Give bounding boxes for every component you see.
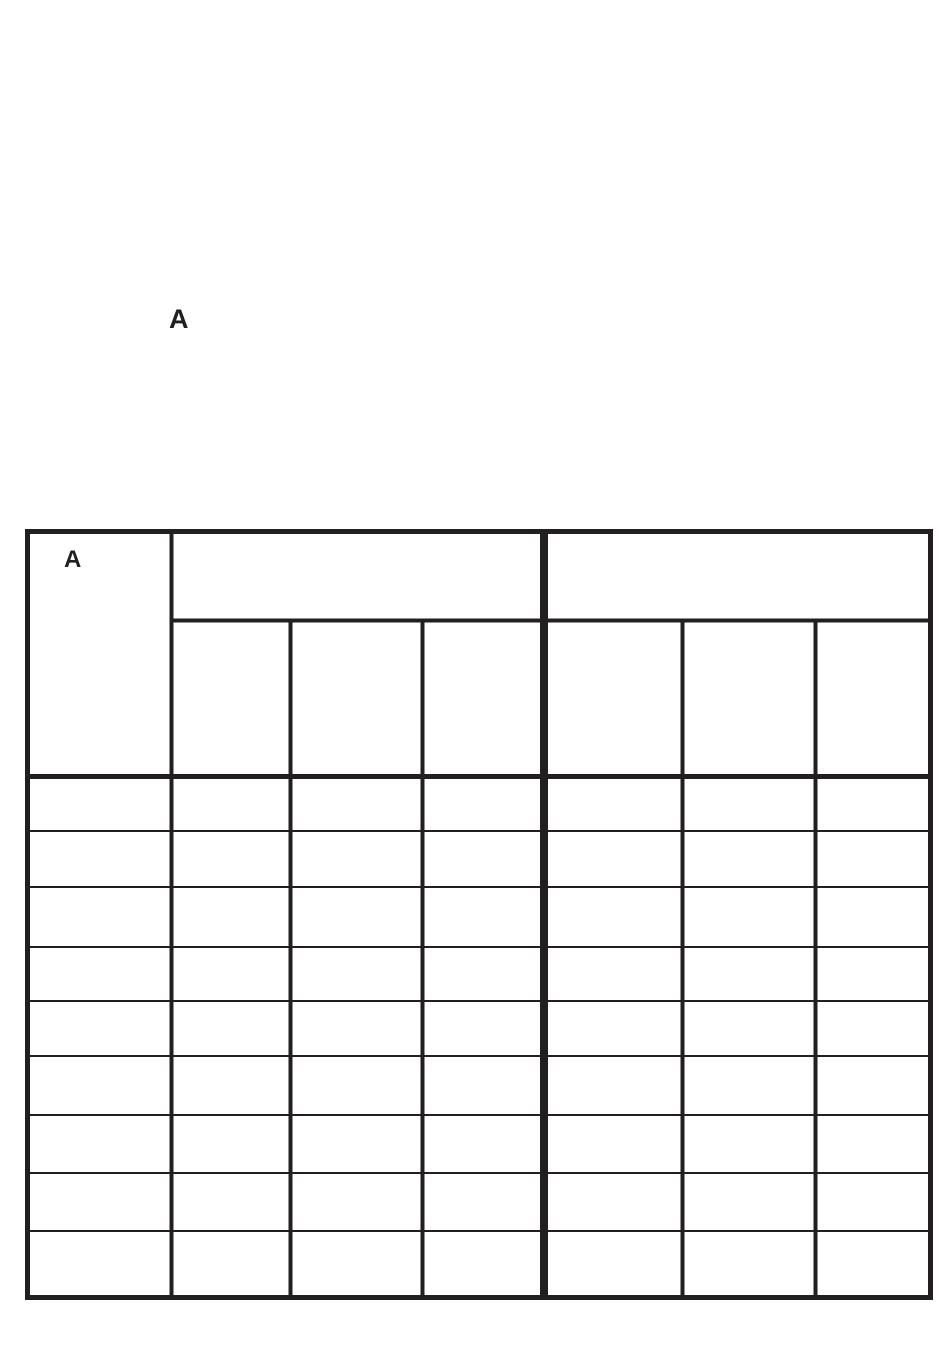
group-header-cell	[550, 538, 926, 616]
page-heading-letter: A	[169, 304, 189, 334]
sub-header-cell	[427, 626, 538, 772]
sub-header-cell	[295, 626, 418, 772]
table-corner-label: A	[64, 546, 82, 573]
sub-header-cell	[176, 626, 286, 772]
sub-header-cell	[550, 626, 678, 772]
sub-header-cell	[687, 626, 811, 772]
group-header-cell	[176, 538, 538, 616]
sub-header-cell	[820, 626, 926, 772]
